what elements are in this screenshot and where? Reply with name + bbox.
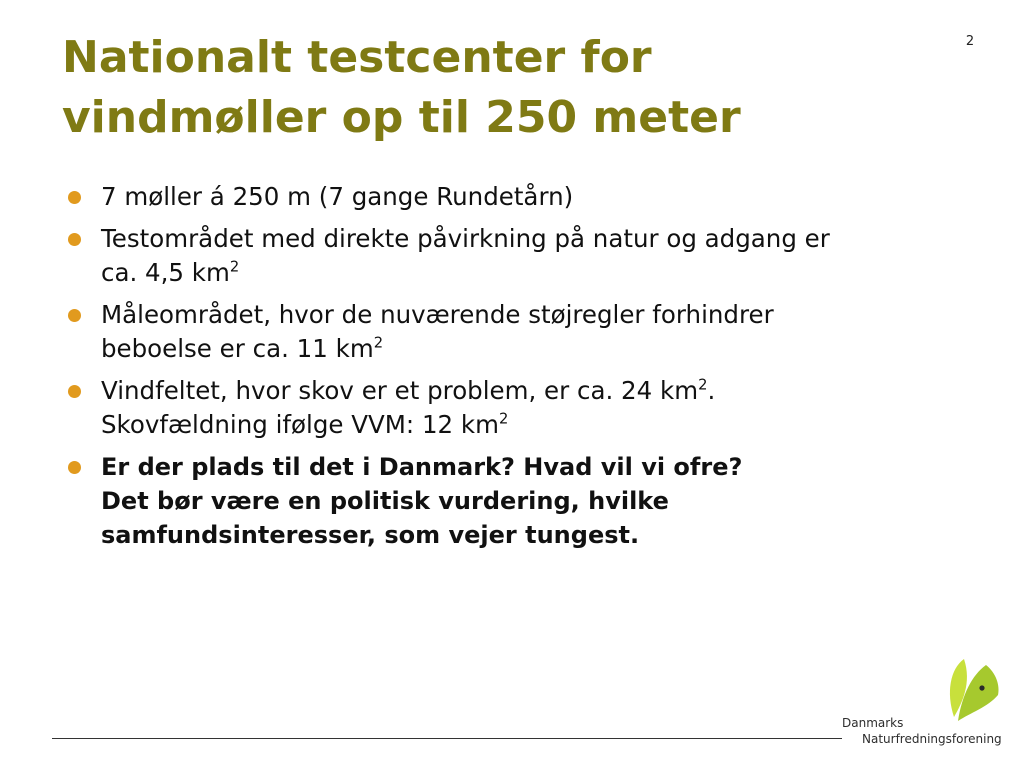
bullet-2-line-1: Testområdet med direkte påvirkning på natur og adgang er	[101, 224, 830, 253]
bullet-dot-icon	[68, 385, 81, 398]
bullet-5-line-2: Det bør være en politisk vurdering, hvilke	[101, 487, 669, 515]
organization-logo	[838, 655, 1008, 750]
logo-line-1: Danmarks	[842, 716, 904, 730]
bullet-dot-icon	[68, 309, 81, 322]
bullet-dot-icon	[68, 461, 81, 474]
footer-divider	[52, 738, 842, 739]
logo-line-2: Naturfredningsforening	[862, 732, 1002, 746]
bullet-4-line-2: Skovfældning ifølge VVM: 12 $km^2$	[101, 410, 509, 439]
superscript: 2	[498, 410, 509, 428]
bullet-list	[62, 180, 982, 560]
bullet-5-line-3: samfundsinteresser, som vejer tungest.	[101, 521, 640, 549]
slide-title-line-1: Nationalt testcenter for	[62, 32, 652, 83]
bullet-1-line-1: 7 møller á 250 m (7 gange Rundetårn)	[101, 182, 574, 211]
bullet-2-line-2: ca. 4,5 $km^2$	[101, 258, 240, 287]
bullet-item-2	[62, 222, 982, 290]
bullet-4-line-1: Vindfeltet, hvor skov er et problem, er ca. 24 $km^2$.	[101, 376, 716, 405]
bullet-3-line-1: Måleområdet, hvor de nuværende støjregler forhindrer	[101, 300, 774, 329]
bullet-5-line-1: Er der plads til det i Danmark? Hvad vil vi ofre?	[101, 453, 743, 481]
bullet-3-line-2: beboelse er ca. 11 $km^2$	[101, 334, 384, 363]
bullet-item-1	[62, 180, 982, 214]
bullet-dot-icon	[68, 191, 81, 204]
bullet-item-4	[62, 374, 982, 442]
superscript: 2	[229, 258, 240, 276]
page-number: 2	[965, 34, 975, 49]
slide-title	[62, 28, 942, 148]
slide-title-line-2: vindmøller op til 250 meter	[62, 92, 741, 143]
bullet-dot-icon	[68, 233, 81, 246]
logo-wordmark	[842, 715, 1002, 747]
bullet-item-5	[62, 450, 982, 552]
superscript: 2	[373, 334, 384, 352]
superscript: 2	[698, 376, 708, 394]
bullet-item-3	[62, 298, 982, 366]
